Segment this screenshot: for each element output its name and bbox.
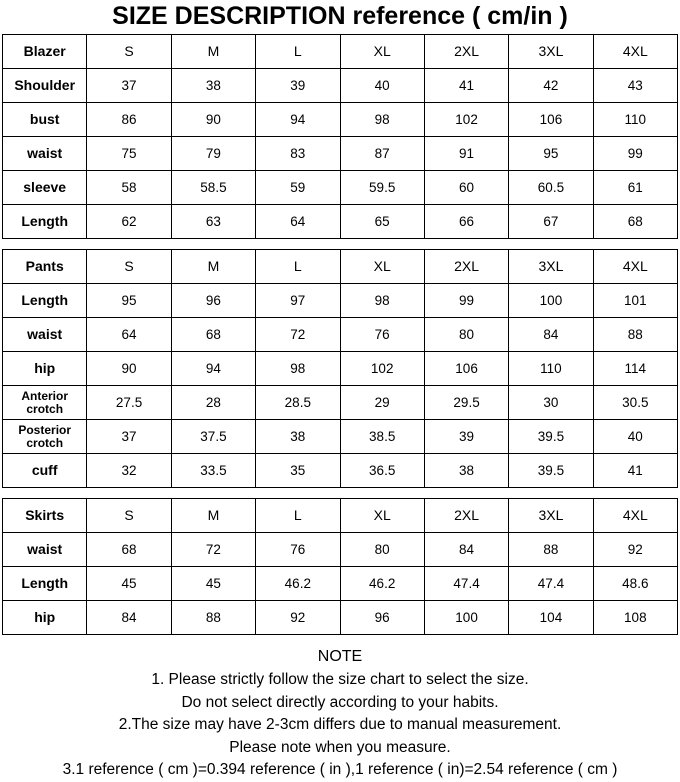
- cell: 42: [509, 69, 593, 103]
- cell: 37: [87, 420, 171, 454]
- cell: 114: [593, 352, 677, 386]
- row-label: cuff: [3, 454, 87, 488]
- cell: 80: [340, 533, 424, 567]
- table-spacer: [0, 239, 680, 249]
- column-header-xl: XL: [340, 35, 424, 69]
- cell: 39: [424, 420, 508, 454]
- pants-size-table: [2, 249, 678, 488]
- note-line-1: 1. Please strictly follow the size chart to select the size.: [151, 671, 529, 688]
- column-header-4xl: 4XL: [593, 250, 677, 284]
- note-line-3: 2.The size may have 2-3cm differs due to manual measurement.: [118, 716, 562, 733]
- cell: 32: [87, 454, 171, 488]
- table-row: [3, 386, 678, 420]
- row-label: waist: [3, 137, 87, 171]
- cell: 35: [256, 454, 340, 488]
- cell: 68: [171, 318, 255, 352]
- note-section: [0, 645, 680, 782]
- cell: 101: [593, 284, 677, 318]
- column-header-4xl: 4XL: [593, 499, 677, 533]
- table-row: [3, 205, 678, 239]
- table-corner-label: Skirts: [3, 499, 87, 533]
- cell: 108: [593, 601, 677, 635]
- cell: 61: [593, 171, 677, 205]
- cell: 29: [340, 386, 424, 420]
- cell: 102: [424, 103, 508, 137]
- cell: 94: [256, 103, 340, 137]
- cell: 106: [509, 103, 593, 137]
- table-row: [3, 352, 678, 386]
- skirts-size-table: [2, 498, 678, 635]
- cell: 76: [340, 318, 424, 352]
- cell: 45: [171, 567, 255, 601]
- table-row: [3, 318, 678, 352]
- column-header-m: M: [171, 35, 255, 69]
- cell: 39.5: [509, 420, 593, 454]
- cell: 92: [256, 601, 340, 635]
- cell: 64: [256, 205, 340, 239]
- cell: 87: [340, 137, 424, 171]
- cell: 88: [509, 533, 593, 567]
- cell: 84: [424, 533, 508, 567]
- cell: 28: [171, 386, 255, 420]
- cell: 88: [593, 318, 677, 352]
- cell: 94: [171, 352, 255, 386]
- cell: 46.2: [340, 567, 424, 601]
- table-spacer: [0, 488, 680, 498]
- table-header-row: [3, 250, 678, 284]
- cell: 98: [340, 103, 424, 137]
- column-header-m: M: [171, 499, 255, 533]
- row-label: Length: [3, 205, 87, 239]
- table-header-row: [3, 499, 678, 533]
- row-label: Anterior crotch: [3, 386, 87, 420]
- cell: 41: [424, 69, 508, 103]
- row-label: waist: [3, 318, 87, 352]
- table-row: [3, 137, 678, 171]
- note-line-4: Please note when you measure.: [229, 738, 451, 756]
- cell: 75: [87, 137, 171, 171]
- table-row: [3, 69, 678, 103]
- cell: 100: [509, 284, 593, 318]
- note-line-5: 3.1 reference ( cm )=0.394 reference ( in ),1 reference ( in)=2.54 reference ( cm ): [62, 761, 618, 778]
- column-header-2xl: 2XL: [424, 35, 508, 69]
- row-label: hip: [3, 601, 87, 635]
- cell: 90: [171, 103, 255, 137]
- table-corner-label: Pants: [3, 250, 87, 284]
- cell: 40: [340, 69, 424, 103]
- cell: 98: [340, 284, 424, 318]
- cell: 102: [340, 352, 424, 386]
- cell: 110: [509, 352, 593, 386]
- cell: 67: [509, 205, 593, 239]
- cell: 86: [87, 103, 171, 137]
- cell: 62: [87, 205, 171, 239]
- column-header-xl: XL: [340, 250, 424, 284]
- cell: 91: [424, 137, 508, 171]
- cell: 30.5: [593, 386, 677, 420]
- cell: 48.6: [593, 567, 677, 601]
- column-header-2xl: 2XL: [424, 250, 508, 284]
- cell: 37.5: [171, 420, 255, 454]
- cell: 37: [87, 69, 171, 103]
- row-label: Posterior crotch: [3, 420, 87, 454]
- row-label: Length: [3, 567, 87, 601]
- cell: 92: [593, 533, 677, 567]
- cell: 95: [509, 137, 593, 171]
- cell: 40: [593, 420, 677, 454]
- cell: 38: [256, 420, 340, 454]
- column-header-l: L: [256, 499, 340, 533]
- cell: 60.5: [509, 171, 593, 205]
- cell: 46.2: [256, 567, 340, 601]
- page-title: SIZE DESCRIPTION reference ( cm/in ): [112, 2, 568, 30]
- table-corner-label: Blazer: [3, 35, 87, 69]
- cell: 84: [87, 601, 171, 635]
- cell: 104: [509, 601, 593, 635]
- cell: 110: [593, 103, 677, 137]
- cell: 100: [424, 601, 508, 635]
- column-header-l: L: [256, 35, 340, 69]
- note-title: NOTE: [317, 648, 363, 665]
- column-header-s: S: [87, 499, 171, 533]
- cell: 79: [171, 137, 255, 171]
- cell: 97: [256, 284, 340, 318]
- column-header-4xl: 4XL: [593, 35, 677, 69]
- cell: 45: [87, 567, 171, 601]
- blazer-size-table: [2, 34, 678, 239]
- cell: 47.4: [424, 567, 508, 601]
- column-header-s: S: [87, 35, 171, 69]
- cell: 33.5: [171, 454, 255, 488]
- column-header-l: L: [256, 250, 340, 284]
- table-row: [3, 567, 678, 601]
- cell: 96: [340, 601, 424, 635]
- row-label: sleeve: [3, 171, 87, 205]
- table-header-row: [3, 35, 678, 69]
- cell: 80: [424, 318, 508, 352]
- row-label: Length: [3, 284, 87, 318]
- table-row: [3, 454, 678, 488]
- cell: 99: [593, 137, 677, 171]
- column-header-3xl: 3XL: [509, 250, 593, 284]
- cell: 39: [256, 69, 340, 103]
- cell: 39.5: [509, 454, 593, 488]
- cell: 28.5: [256, 386, 340, 420]
- cell: 96: [171, 284, 255, 318]
- cell: 43: [593, 69, 677, 103]
- cell: 76: [256, 533, 340, 567]
- cell: 47.4: [509, 567, 593, 601]
- column-header-3xl: 3XL: [509, 35, 593, 69]
- table-row: [3, 284, 678, 318]
- cell: 38.5: [340, 420, 424, 454]
- cell: 83: [256, 137, 340, 171]
- cell: 65: [340, 205, 424, 239]
- cell: 72: [171, 533, 255, 567]
- row-label: bust: [3, 103, 87, 137]
- cell: 90: [87, 352, 171, 386]
- row-label: hip: [3, 352, 87, 386]
- table-row: [3, 420, 678, 454]
- cell: 38: [171, 69, 255, 103]
- row-label: waist: [3, 533, 87, 567]
- cell: 59.5: [340, 171, 424, 205]
- cell: 58.5: [171, 171, 255, 205]
- cell: 66: [424, 205, 508, 239]
- cell: 58: [87, 171, 171, 205]
- cell: 84: [509, 318, 593, 352]
- cell: 106: [424, 352, 508, 386]
- cell: 27.5: [87, 386, 171, 420]
- cell: 68: [87, 533, 171, 567]
- cell: 30: [509, 386, 593, 420]
- note-line-2: Do not select directly according to your habits.: [181, 693, 499, 711]
- table-row: [3, 601, 678, 635]
- cell: 95: [87, 284, 171, 318]
- column-header-3xl: 3XL: [509, 499, 593, 533]
- cell: 63: [171, 205, 255, 239]
- cell: 36.5: [340, 454, 424, 488]
- cell: 60: [424, 171, 508, 205]
- cell: 68: [593, 205, 677, 239]
- row-label: Shoulder: [3, 69, 87, 103]
- column-header-s: S: [87, 250, 171, 284]
- cell: 98: [256, 352, 340, 386]
- column-header-2xl: 2XL: [424, 499, 508, 533]
- cell: 38: [424, 454, 508, 488]
- cell: 59: [256, 171, 340, 205]
- table-row: [3, 103, 678, 137]
- cell: 64: [87, 318, 171, 352]
- cell: 41: [593, 454, 677, 488]
- table-row: [3, 171, 678, 205]
- cell: 29.5: [424, 386, 508, 420]
- column-header-xl: XL: [340, 499, 424, 533]
- column-header-m: M: [171, 250, 255, 284]
- table-row: [3, 533, 678, 567]
- cell: 72: [256, 318, 340, 352]
- cell: 99: [424, 284, 508, 318]
- cell: 88: [171, 601, 255, 635]
